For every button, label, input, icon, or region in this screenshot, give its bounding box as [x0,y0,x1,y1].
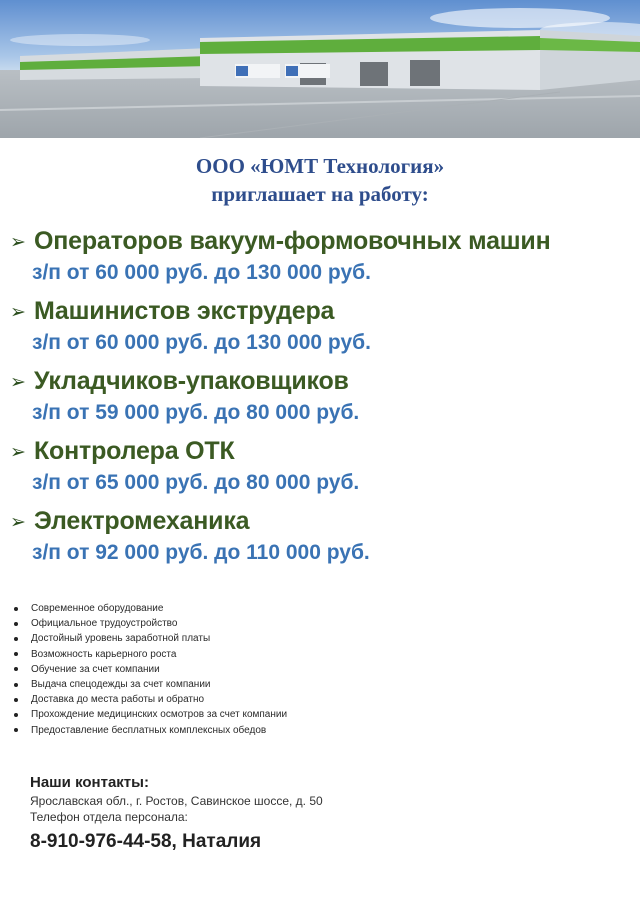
job-salary: з/п от 60 000 руб. до 130 000 руб. [32,331,371,354]
job-title: Машинистов экструдера [34,296,335,325]
benefit-text: Возможность карьерного роста [31,648,177,660]
job-title: Укладчиков-упаковщиков [34,366,349,395]
bullet-icon [14,652,18,656]
header-block [0,152,640,208]
bullet-icon [14,667,18,671]
arrow-bullet-icon: ➢ [10,441,26,463]
bullet-icon [14,607,18,611]
job-salary: з/п от 92 000 руб. до 110 000 руб. [32,541,370,564]
job-salary: з/п от 65 000 руб. до 80 000 руб. [32,471,360,494]
invite-text: приглашает на работу: [211,182,429,206]
benefit-text: Обучение за счет компании [31,663,160,675]
job-item [10,504,635,574]
arrow-bullet-icon: ➢ [10,231,26,253]
contacts-address: Ярославская обл., г. Ростов, Савинское шоссе, д. 50 [30,794,323,808]
benefit-text: Официальное трудоустройство [31,618,178,630]
arrow-bullet-icon: ➢ [10,511,26,533]
benefit-text: Современное оборудование [31,603,164,615]
benefits-list [14,601,614,738]
job-item [10,224,635,294]
job-title: Операторов вакуум-формовочных машин [34,226,551,255]
benefit-text: Доставка до места работы и обратно [31,694,205,706]
benefit-text: Предоставление бесплатных комплексных обедов [31,724,267,736]
bullet-icon [14,728,18,732]
hr-phone-label: Телефон отдела персонала: [30,810,188,824]
job-salary: з/п от 60 000 руб. до 130 000 руб. [32,261,371,284]
contacts-title: Наши контакты: [30,774,149,791]
contacts-block [30,773,620,855]
benefit-item [14,707,614,722]
benefit-item [14,677,614,692]
arrow-bullet-icon: ➢ [10,301,26,323]
bullet-icon [14,683,18,687]
bullet-icon [14,698,18,702]
benefit-text: Выдача спецодежды за счет компании [31,679,211,691]
benefit-item [14,662,614,677]
job-item [10,364,635,434]
job-item [10,294,635,364]
hr-phone: 8-910-976-44-58, Наталия [30,831,262,852]
job-title: Электромеханика [34,506,250,535]
benefit-item [14,723,614,738]
benefit-item [14,647,614,662]
benefit-text: Прохождение медицинских осмотров за счет компании [31,709,288,721]
benefit-item [14,692,614,707]
bullet-icon [14,637,18,641]
job-title: Контролера ОТК [34,436,235,465]
factory-illustration [0,0,640,138]
benefit-item [14,631,614,646]
job-item [10,434,635,504]
job-salary: з/п от 59 000 руб. до 80 000 руб. [32,401,360,424]
benefit-item [14,601,614,616]
bullet-icon [14,622,18,626]
job-list [10,224,635,574]
bullet-icon [14,713,18,717]
arrow-bullet-icon: ➢ [10,371,26,393]
company-name: ООО «ЮМТ Технология» [195,154,445,178]
benefit-text: Достойный уровень заработной платы [31,633,211,645]
benefit-item [14,616,614,631]
